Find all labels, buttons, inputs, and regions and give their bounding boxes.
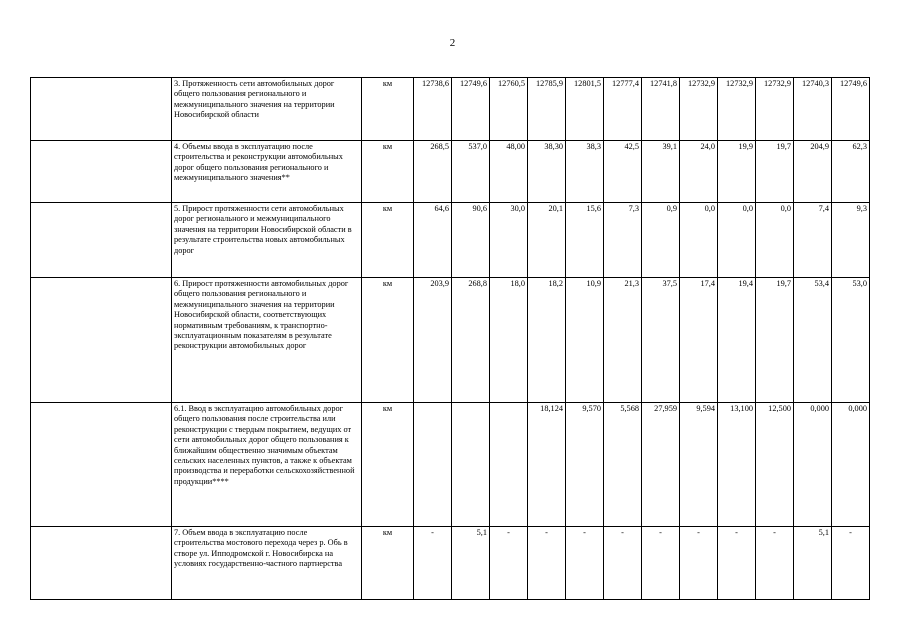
value-cell: 42,5 [604,141,642,203]
value-cell: 9,570 [566,403,604,527]
unit-cell: км [362,278,414,403]
value-cell: 24,0 [680,141,718,203]
row-number-cell [31,203,172,278]
table-row [31,141,870,203]
unit-cell: км [362,141,414,203]
value-cell: 537,0 [452,141,490,203]
value-cell: 19,7 [756,141,794,203]
value-cell: 12760,5 [490,78,528,141]
table-row [31,527,870,600]
value-cell: 18,2 [528,278,566,403]
value-cell: - [414,527,452,600]
value-cell: 203,9 [414,278,452,403]
indicator-name: 6.1. Ввод в эксплуатацию автомобильных дорог общего пользования после строительства или реконструкции с твердым покрытием, ведущих от сети автомобильных дорог общего пользования к ближайшим общественно значимым объектам сельских населенных пунктов, а также к объектам производства и переработки сельскохозяйственной продукции**** [172,403,362,527]
value-cell: - [490,527,528,600]
value-cell: 27,959 [642,403,680,527]
value-cell: 12777,4 [604,78,642,141]
table-row [31,403,870,527]
value-cell: - [680,527,718,600]
value-cell: 18,0 [490,278,528,403]
unit-cell: км [362,78,414,141]
value-cell: 48,00 [490,141,528,203]
value-cell: 90,6 [452,203,490,278]
value-cell: 38,3 [566,141,604,203]
indicator-name: 6. Прирост протяженности автомобильных дорог общего пользования регионального и межмуниципального значения на территории Новосибирской области, соответствующих нормативным требованиям, к транспортно-эксплуатационным показателям в результате реконструкции автомобильных дорог [172,278,362,403]
value-cell: - [566,527,604,600]
value-cell: 18,124 [528,403,566,527]
row-number-cell [31,78,172,141]
indicators-table [30,77,870,600]
value-cell: 21,3 [604,278,642,403]
value-cell: 12738,6 [414,78,452,141]
value-cell: 12785,9 [528,78,566,141]
value-cell: 12801,5 [566,78,604,141]
value-cell: 204,9 [794,141,832,203]
value-cell: 53,4 [794,278,832,403]
unit-cell: км [362,403,414,527]
value-cell: 64,6 [414,203,452,278]
value-cell: 37,5 [642,278,680,403]
value-cell: 30,0 [490,203,528,278]
value-cell: - [832,527,870,600]
value-cell: 12749,6 [832,78,870,141]
value-cell: 7,4 [794,203,832,278]
unit-cell: км [362,527,414,600]
row-number-cell [31,141,172,203]
value-cell: 0,0 [680,203,718,278]
value-cell: 53,0 [832,278,870,403]
unit-cell: км [362,203,414,278]
value-cell: 0,9 [642,203,680,278]
value-cell: 39,1 [642,141,680,203]
table-row [31,203,870,278]
value-cell: 20,1 [528,203,566,278]
value-cell: 0,000 [832,403,870,527]
value-cell [490,403,528,527]
value-cell: 15,6 [566,203,604,278]
value-cell: 5,568 [604,403,642,527]
indicator-name: 5. Прирост протяженности сети автомобильных дорог регионального и межмуниципального значения на территории Новосибирской области в результате строительства новых автомобильных дорог [172,203,362,278]
value-cell: 12732,9 [756,78,794,141]
value-cell: 5,1 [794,527,832,600]
value-cell [414,403,452,527]
value-cell: 12732,9 [718,78,756,141]
value-cell: 12732,9 [680,78,718,141]
value-cell: 5,1 [452,527,490,600]
value-cell: - [718,527,756,600]
value-cell: 268,8 [452,278,490,403]
indicator-name: 3. Протяженность сети автомобильных дорог общего пользования регионального и межмуниципального значения на территории Новосибирской области [172,78,362,141]
value-cell: 19,4 [718,278,756,403]
value-cell: - [642,527,680,600]
row-number-cell [31,403,172,527]
row-number-cell [31,527,172,600]
value-cell: 0,000 [794,403,832,527]
value-cell: 0,0 [718,203,756,278]
value-cell: 12740,3 [794,78,832,141]
value-cell: 9,3 [832,203,870,278]
table-row [31,278,870,403]
value-cell [452,403,490,527]
value-cell: 62,3 [832,141,870,203]
value-cell: 38,30 [528,141,566,203]
value-cell: 12741,8 [642,78,680,141]
value-cell: - [604,527,642,600]
value-cell: - [756,527,794,600]
value-cell: 0,0 [756,203,794,278]
value-cell: 12,500 [756,403,794,527]
value-cell: 17,4 [680,278,718,403]
value-cell: 9,594 [680,403,718,527]
value-cell: 268,5 [414,141,452,203]
value-cell: 7,3 [604,203,642,278]
table-row [31,78,870,141]
value-cell: 19,9 [718,141,756,203]
indicator-name: 4. Объемы ввода в эксплуатацию после строительства и реконструкции автомобильных дорог общего пользования регионального и межмуниципального значения** [172,141,362,203]
indicator-name: 7. Объем ввода в эксплуатацию после строительства мостового перехода через р. Обь в створе ул. Ипподромской г. Новосибирска на условиях государственно-частного партнерства [172,527,362,600]
page-number: 2 [449,37,456,49]
value-cell: 12749,6 [452,78,490,141]
value-cell: 19,7 [756,278,794,403]
value-cell: - [528,527,566,600]
row-number-cell [31,278,172,403]
value-cell: 13,100 [718,403,756,527]
value-cell: 10,9 [566,278,604,403]
